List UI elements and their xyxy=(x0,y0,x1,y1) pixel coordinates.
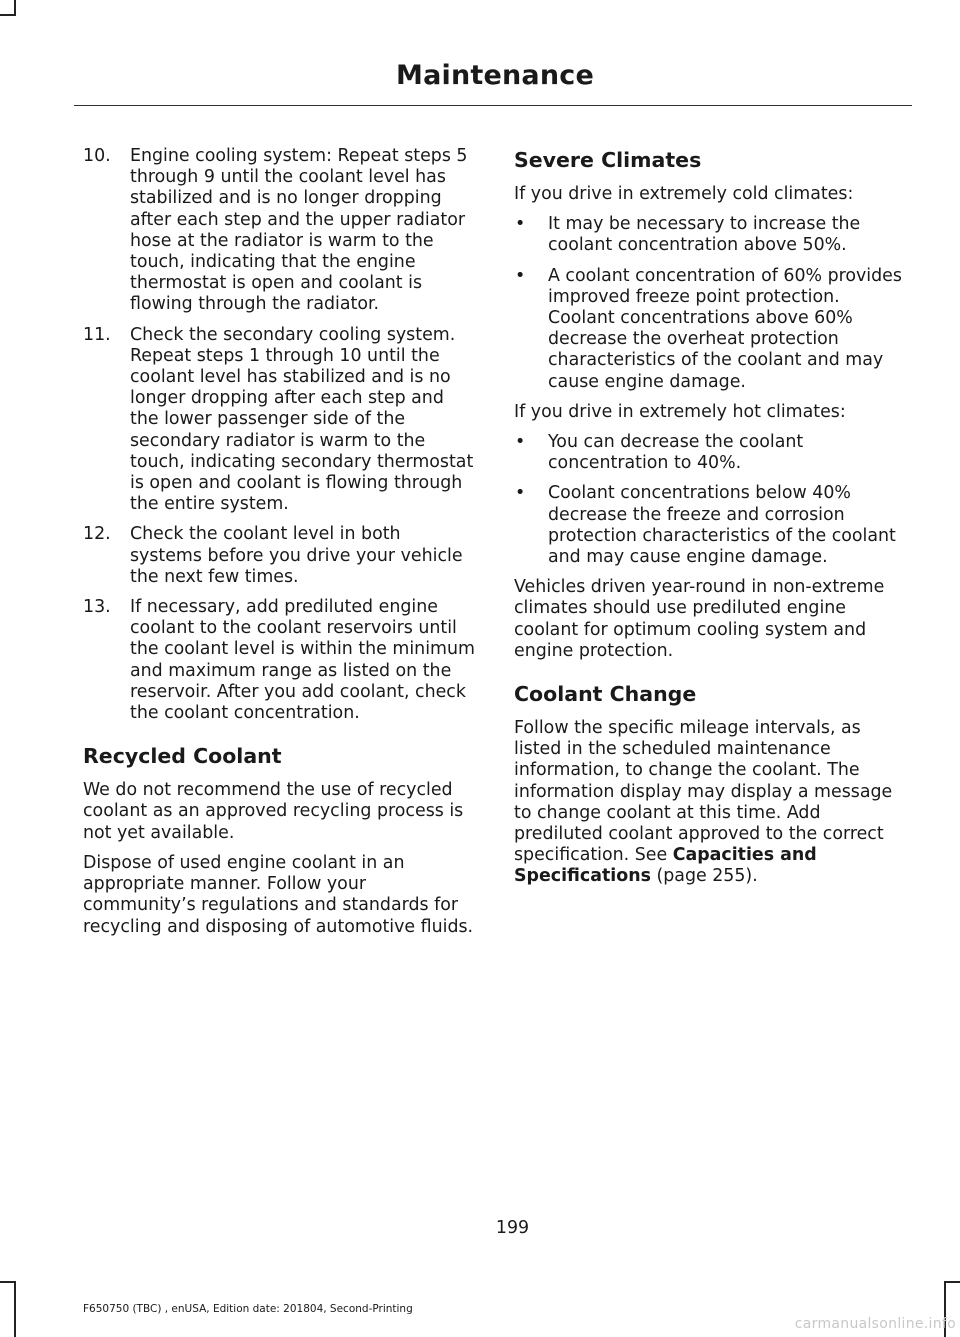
step-number: 13. xyxy=(83,597,111,618)
crop-mark-bottom-left xyxy=(0,1281,16,1283)
step-number: 11. xyxy=(83,324,111,345)
crop-mark-bottom-left xyxy=(14,1281,16,1337)
list-item xyxy=(83,524,475,588)
header-divider xyxy=(74,105,912,106)
list-item-text: It may be necessary to increase the coolant concentration above 50%. xyxy=(548,214,861,256)
list-item xyxy=(514,483,908,568)
left-column xyxy=(83,146,475,947)
list-item xyxy=(514,266,908,393)
page-number: 199 xyxy=(495,1218,530,1238)
paragraph: Dispose of used engine coolant in an appropriate manner. Follow your community’s regulations and standards for recycling and disposing of automotive fluids. xyxy=(83,852,474,937)
paragraph: We do not recommend the use of recycled coolant as an approved recycling process is not yet available. xyxy=(83,780,464,843)
step-text: Check the secondary cooling system. Repeat steps 1 through 10 until the coolant level has stabilized and is no longer dropping after each step and the lower passenger side of the secondary radiator is warm to the touch, indicating secondary thermostat is open and coolant is flowing through the entire system. xyxy=(130,324,474,515)
step-text: Check the coolant level in both systems before you drive your vehicle the next few times. xyxy=(130,524,463,587)
crop-mark-top-left xyxy=(0,14,16,16)
bullet-icon: • xyxy=(515,214,526,235)
list-item xyxy=(83,146,475,316)
list-item xyxy=(514,214,908,256)
paragraph-text: Follow the specific mileage intervals, as listed in the scheduled maintenance information, to change the coolant. The information display may display a message to change coolant at this time. Add prediluted coolant approved to the correct specification. See xyxy=(514,718,893,866)
paragraph: Vehicles driven year-round in non-extreme climates should use prediluted engine coolant for optimum cooling system and engine protection. xyxy=(514,577,885,661)
bullet-icon: • xyxy=(515,265,526,286)
list-item xyxy=(514,432,908,474)
crop-mark-bottom-right xyxy=(944,1281,960,1283)
list-item-text: A coolant concentration of 60% provides improved freeze point protection. Coolant concentrations above 60% decrease the overheat protection characteristics of the coolant and may cause engine damage. xyxy=(548,265,902,392)
paragraph: If you drive in extremely hot climates: xyxy=(514,401,846,422)
step-number: 10. xyxy=(83,146,111,166)
list-item xyxy=(83,597,475,724)
step-text: If necessary, add prediluted engine coolant to the coolant reservoirs until the coolant level is within the minimum and maximum range as listed on the reservoir. After you add coolant, check the coolant concentration. xyxy=(130,597,475,724)
right-column xyxy=(514,146,908,897)
section-heading-coolant-change: Coolant Change xyxy=(514,682,697,707)
cross-reference-link[interactable]: Capacities and Specifications xyxy=(514,845,817,887)
list-item-text: Coolant concentrations below 40% decrease the freeze and corrosion protection characteristics of the coolant and may cause engine damage. xyxy=(548,483,896,568)
list-item xyxy=(83,325,475,516)
step-number: 12. xyxy=(83,524,111,545)
paragraph xyxy=(514,718,908,888)
bullet-icon: • xyxy=(515,483,526,504)
paragraph: If you drive in extremely cold climates: xyxy=(514,184,854,204)
page-reference: (page 255). xyxy=(650,866,758,887)
list-item-text: You can decrease the coolant concentration to 40%. xyxy=(548,432,804,474)
edition-footer: F650750 (TBC) , enUSA, Edition date: 201804, Second-Printing xyxy=(83,1303,413,1315)
step-text: Engine cooling system: Repeat steps 5 through 9 until the coolant level has stabilized and is no longer dropping after each step and the upper radiator hose at the radiator is warm to the touch, indicating that the engine thermostat is open and coolant is flowing through the radiator. xyxy=(130,146,468,315)
bullet-icon: • xyxy=(515,432,526,453)
section-heading-severe-climates: Severe Climates xyxy=(514,148,702,172)
watermark: carmanualsonline.info xyxy=(794,1316,956,1332)
section-heading-recycled-coolant: Recycled Coolant xyxy=(83,744,282,769)
page-title: Maintenance xyxy=(396,60,594,91)
